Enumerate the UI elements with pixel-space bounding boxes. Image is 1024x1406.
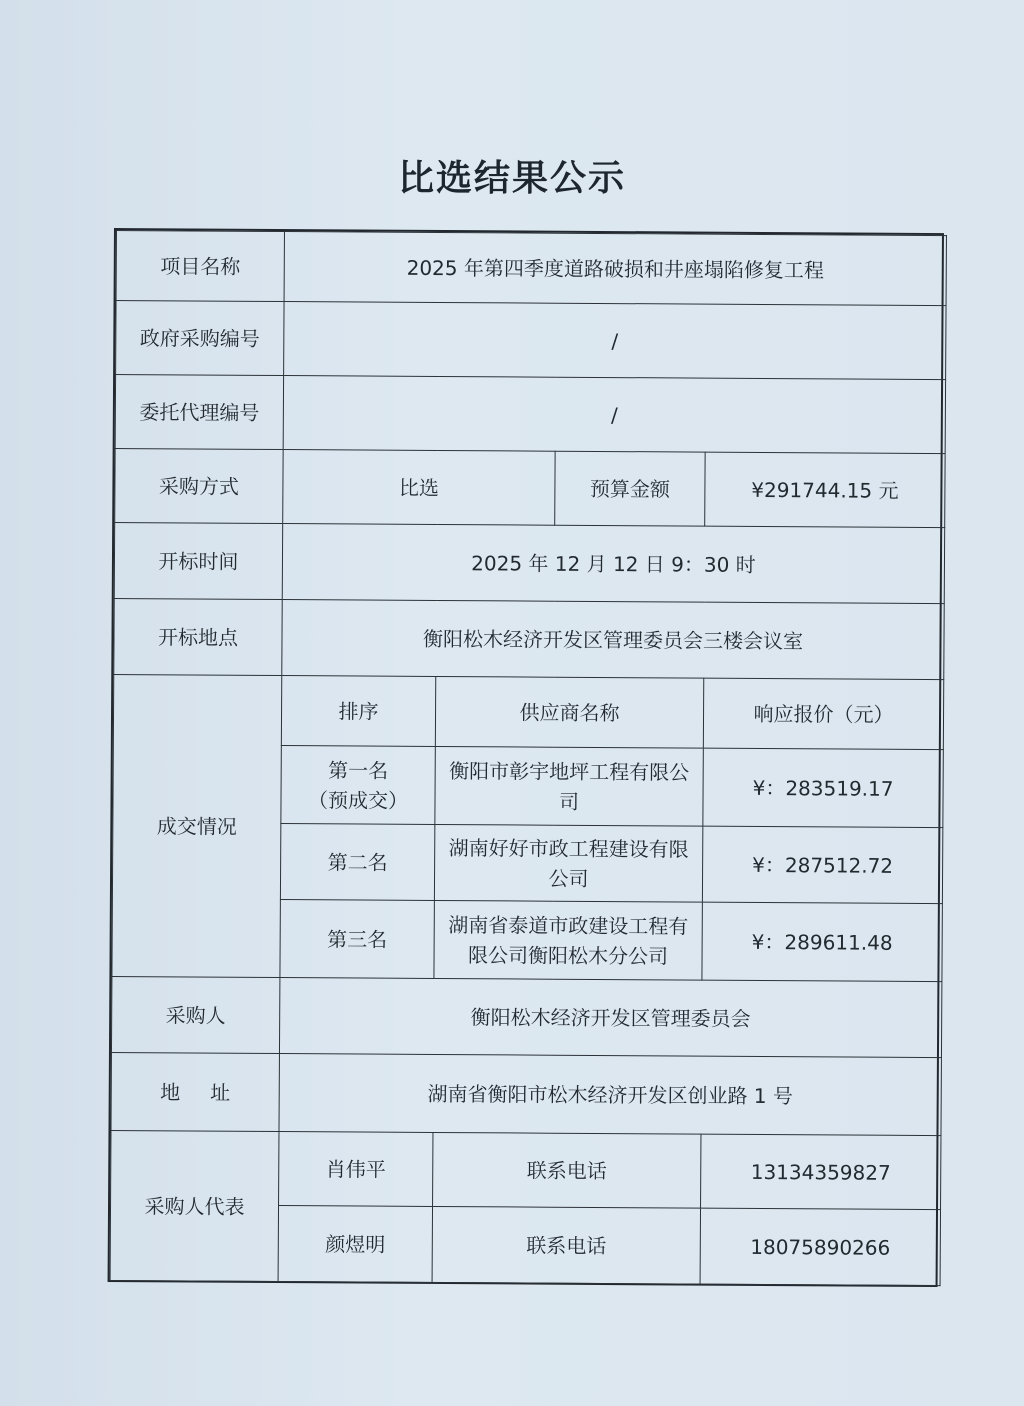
row-project (116, 231, 946, 306)
row-method (115, 449, 945, 528)
address-label (111, 1052, 279, 1131)
open-place-value: 衡阳松木经济开发区管理委员会三楼会议室 (282, 600, 944, 680)
gov-number-label: 政府采购编号 (116, 301, 284, 376)
result-form (108, 228, 944, 1287)
rep-phone: 13134359827 (701, 1134, 941, 1209)
result-header-price: 响应报价（元） (703, 678, 943, 749)
rep-name: 肖伟平 (279, 1132, 433, 1207)
rep-phone: 18075890266 (700, 1208, 940, 1285)
page-title: 比选结果公示 (397, 158, 626, 199)
project-value: 2025 年第四季度道路破损和井座塌陷修复工程 (284, 232, 946, 306)
open-time-value: 2025 年 12 月 12 日 9：30 时 (282, 524, 944, 604)
result-rank: 第三名 (280, 900, 434, 979)
result-supplier: 湖南省泰道市政建设工程有限公司衡阳松木分公司 (434, 900, 702, 980)
result-rank-note: （预成交） (307, 787, 409, 813)
result-header-row (113, 675, 943, 750)
result-rank-text: 第一名 (328, 757, 389, 783)
result-rank (281, 746, 435, 825)
rep-phone-label: 联系电话 (433, 1132, 701, 1208)
result-table (110, 230, 947, 1286)
result-price: ¥：289611.48 (702, 902, 942, 981)
address-value: 湖南省衡阳市松木经济开发区创业路 1 号 (279, 1054, 941, 1136)
result-supplier: 衡阳市彰宇地坪工程有限公司 (435, 746, 703, 826)
row-address (111, 1052, 941, 1135)
rep-name: 颜煜明 (278, 1206, 432, 1283)
budget-value: ¥291744.15 元 (705, 452, 945, 527)
open-place-label: 开标地点 (114, 599, 282, 676)
method-label: 采购方式 (115, 449, 283, 524)
purchaser-value: 衡阳松木经济开发区管理委员会 (279, 978, 941, 1058)
budget-label: 预算金额 (555, 451, 705, 526)
address-label-text: 地址 (160, 1079, 261, 1105)
agent-number-label: 委托代理编号 (115, 375, 283, 450)
result-header-rank: 排序 (281, 676, 435, 747)
gov-number-value: / (284, 302, 946, 380)
purchaser-label: 采购人 (111, 977, 279, 1054)
result-supplier: 湖南好好市政工程建设有限公司 (434, 824, 702, 902)
result-rank: 第二名 (280, 824, 434, 901)
rep-row (111, 1130, 941, 1209)
row-open-place (114, 599, 944, 680)
row-open-time (114, 523, 944, 604)
row-purchaser (111, 977, 941, 1058)
result-label: 成交情况 (112, 675, 282, 978)
result-price: ¥：287512.72 (702, 826, 942, 903)
result-header-supplier: 供应商名称 (435, 676, 703, 748)
agent-number-value: / (283, 376, 945, 454)
project-label: 项目名称 (116, 231, 284, 302)
row-agent-number (115, 375, 945, 454)
row-gov-number (116, 301, 946, 380)
result-price: ¥：283519.17 (703, 748, 943, 827)
method-value: 比选 (283, 450, 555, 526)
rep-phone-label: 联系电话 (432, 1206, 700, 1284)
representatives-label: 采购人代表 (110, 1130, 279, 1281)
open-time-label: 开标时间 (114, 523, 282, 600)
